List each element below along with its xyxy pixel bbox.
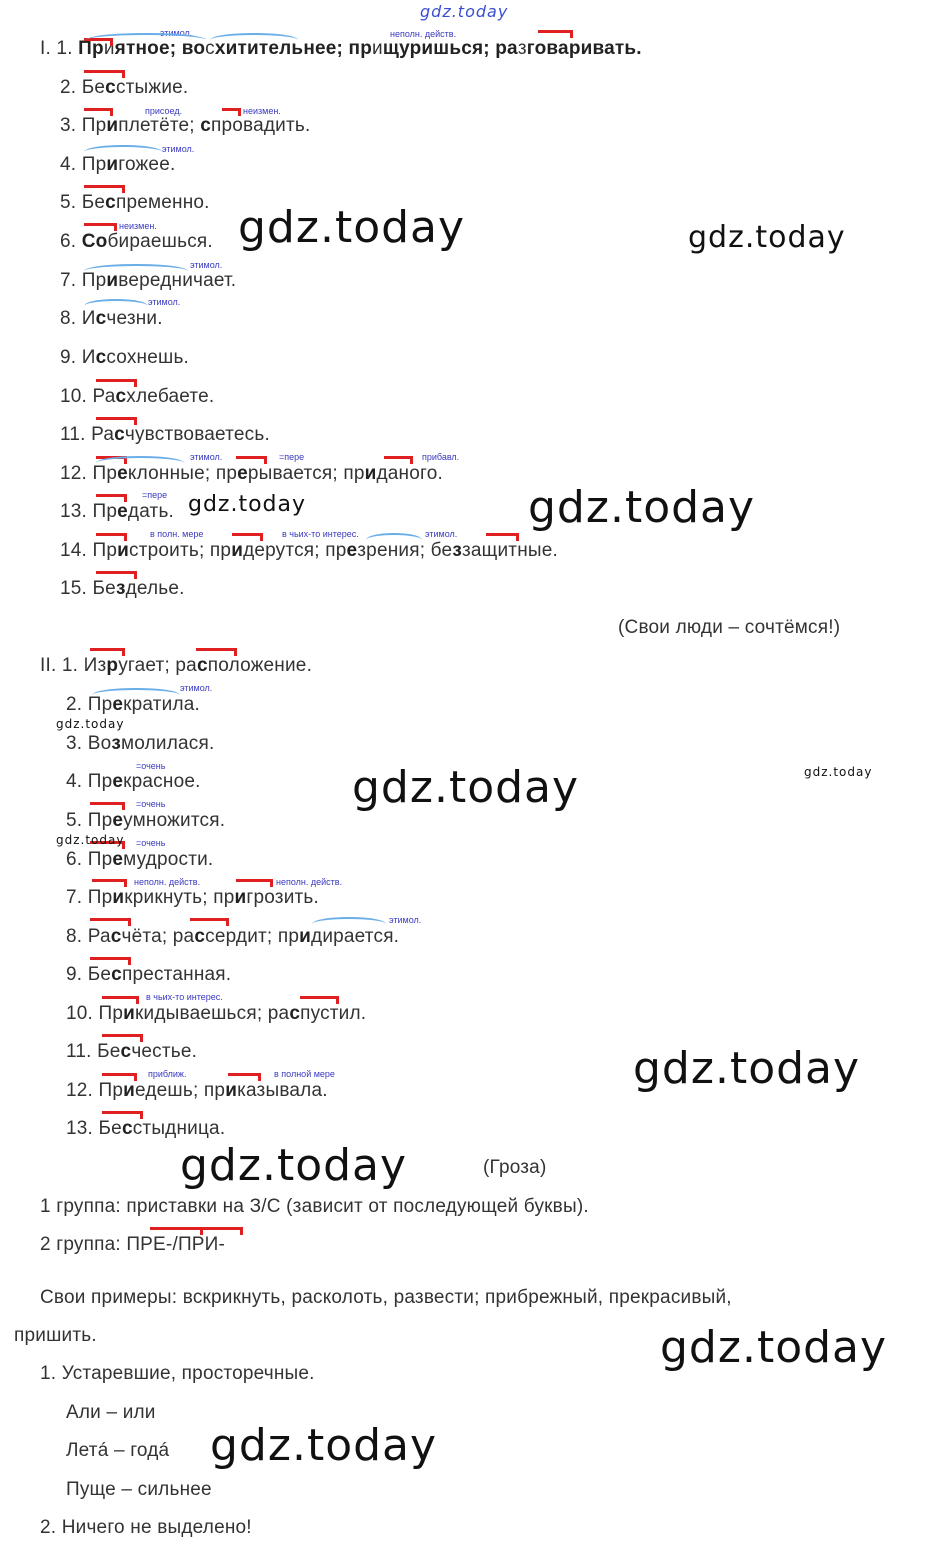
text-part: 13. Бе <box>66 1118 122 1139</box>
annotation-label: этимол. <box>389 915 422 925</box>
prefix-bracket <box>84 108 113 116</box>
text-part: красное. <box>123 771 201 792</box>
text-part: 6. Пр <box>66 849 113 870</box>
text-part: бираешься. <box>107 231 213 252</box>
highlighted-letter: с <box>105 192 116 213</box>
text-part: стыжие. <box>115 77 189 98</box>
text-part: кратила. <box>123 694 201 715</box>
highlighted-letter: с <box>95 308 107 329</box>
watermark-top: gdz.today <box>420 2 509 21</box>
highlighted-letter: и <box>299 926 312 947</box>
text-part: грозить. <box>246 887 320 908</box>
text-part: гожее. <box>118 154 176 175</box>
prefix-bracket <box>236 879 273 887</box>
text-part: и <box>372 38 383 59</box>
highlighted-letter: и <box>123 1080 136 1101</box>
text-part: защитные. <box>461 540 558 561</box>
text-part: угает; ра <box>118 655 197 676</box>
root-arc <box>86 33 206 47</box>
text-part: I. 1. <box>40 38 79 59</box>
highlighted-letter: е <box>112 849 124 870</box>
text-part: рывается; пр <box>247 463 365 484</box>
text-part: казывала. <box>237 1080 328 1101</box>
prefix-bracket <box>84 185 125 193</box>
text-part: положение. <box>207 655 313 676</box>
prefix-bracket <box>96 379 137 387</box>
prefix-bracket <box>190 918 229 926</box>
annotation-label: неполн. действ. <box>276 877 343 887</box>
text-part: и <box>103 38 115 59</box>
prefix-bracket <box>236 456 267 464</box>
highlighted-letter: и <box>234 887 247 908</box>
text-part: клонные; пр <box>127 463 238 484</box>
annotation-label: =очень <box>136 761 166 771</box>
prefix-bracket <box>222 108 241 116</box>
annotation-label: =пере <box>279 452 305 462</box>
text-line <box>40 655 312 677</box>
annotation-label: =пере <box>142 490 168 500</box>
text-part: II. 1. Из <box>40 655 107 676</box>
text-part: сердит; пр <box>205 926 300 947</box>
prefix-bracket <box>538 30 573 38</box>
annotation-label: неполн. действ. <box>390 29 457 39</box>
text-part: Пуще – сильнее <box>66 1479 212 1500</box>
prefix-bracket <box>232 533 263 541</box>
text-line <box>40 1287 916 1309</box>
text-part: 1 группа: приставки на З/С (зависит от последующей буквы). <box>40 1196 589 1217</box>
watermark: gdz.today <box>528 482 756 533</box>
text-part: провадить. <box>211 115 311 136</box>
highlighted-letter: ятное; во <box>114 38 206 59</box>
annotation-label: этимол. <box>425 529 458 539</box>
highlighted-letter: и <box>117 540 130 561</box>
text-part: с <box>205 38 215 59</box>
highlighted-letter: с <box>110 926 122 947</box>
text-line <box>60 77 188 99</box>
watermark: gdz.today <box>56 833 125 847</box>
prefix-bracket <box>84 223 117 231</box>
prefix-bracket <box>102 1111 143 1119</box>
text-part: 3. Пр <box>60 115 107 136</box>
text-part: (Гроза) <box>483 1157 547 1178</box>
text-part: кидываешься; ра <box>135 1003 290 1024</box>
highlighted-letter: говаривать. <box>526 38 642 59</box>
annotation-label: неполн. действ. <box>134 877 201 887</box>
text-part: хлебаете. <box>126 386 215 407</box>
highlighted-letter: с <box>95 347 107 368</box>
highlighted-letter: и <box>231 540 244 561</box>
text-part: даного. <box>376 463 443 484</box>
text-part: 6. <box>60 231 82 252</box>
watermark: gdz.today <box>688 220 846 255</box>
prefix-bracket <box>486 533 519 541</box>
text-part: молилася. <box>121 733 215 754</box>
highlighted-letter: з <box>115 578 126 599</box>
watermark: gdz.today <box>180 1140 408 1191</box>
text-part: мудрости. <box>123 849 214 870</box>
annotation-label: этимол. <box>190 260 223 270</box>
annotation-label: неизмен. <box>119 221 157 231</box>
highlighted-letter: е <box>117 463 128 484</box>
text-part: 1. Устаревшие, просторечные. <box>40 1363 315 1384</box>
highlighted-letter: Пр <box>78 38 104 59</box>
text-line <box>66 810 225 832</box>
highlighted-letter: с <box>200 115 212 136</box>
text-line <box>60 231 213 253</box>
annotation-label: в полн. мере <box>150 529 204 539</box>
text-part: 11. Ра <box>60 424 115 445</box>
highlighted-letter: с <box>120 1041 132 1062</box>
watermark: gdz.today <box>210 1420 438 1471</box>
highlighted-letter: с <box>111 964 122 985</box>
watermark: gdz.today <box>352 762 580 813</box>
text-line <box>66 1440 169 1462</box>
text-line <box>66 1041 197 1063</box>
text-part: пустил. <box>300 1003 367 1024</box>
annotation-label: приближ. <box>148 1069 187 1079</box>
prefix-bracket <box>102 996 139 1004</box>
text-part: з <box>517 38 527 59</box>
prefix-bracket <box>102 1034 143 1042</box>
text-part: 8. Ра <box>66 926 111 947</box>
watermark: gdz.today <box>56 717 125 731</box>
highlighted-letter: е <box>112 771 124 792</box>
highlighted-letter: с <box>105 77 116 98</box>
root-arc <box>84 264 188 278</box>
annotation-label: =очень <box>136 799 166 809</box>
annotation-label: этимол. <box>190 452 223 462</box>
highlighted-letter: и <box>225 1080 238 1101</box>
text-line <box>60 347 189 369</box>
root-arc <box>210 33 298 47</box>
watermark: gdz.today <box>633 1043 861 1094</box>
text-part: 13. Пр <box>60 501 118 522</box>
text-part: 9. Бе <box>66 964 112 985</box>
annotation-label: в чьих-то интерес. <box>146 992 223 1002</box>
text-part: 3. Во <box>66 733 112 754</box>
text-part: честье. <box>131 1041 198 1062</box>
prefix-bracket <box>96 571 137 579</box>
text-part: 14. Пр <box>60 540 118 561</box>
annotation-label: =очень <box>136 838 166 848</box>
prefix-bracket <box>102 1073 137 1081</box>
text-part: сохнешь. <box>106 347 190 368</box>
root-arc <box>92 688 180 702</box>
highlighted-letter: з <box>111 733 122 754</box>
highlighted-letter: и <box>123 1003 136 1024</box>
text-part: умножится. <box>123 810 226 831</box>
text-part: плетёте; <box>118 115 201 136</box>
prefix-bracket <box>96 494 127 502</box>
highlighted-letter: е <box>112 810 124 831</box>
text-line <box>40 1196 589 1218</box>
text-part: 2. Пр <box>66 694 113 715</box>
text-line <box>14 1325 97 1347</box>
text-line <box>60 192 210 214</box>
prefix-bracket <box>96 417 137 425</box>
text-part: 8. И <box>60 308 96 329</box>
text-part: чувствоваетесь. <box>124 424 270 445</box>
text-line <box>66 1080 328 1102</box>
highlighted-letter: е <box>112 694 124 715</box>
text-part: Свои примеры: вскрикнуть, расколоть, развести; прибрежный, прекрасивый, <box>40 1287 732 1308</box>
highlighted-letter: хитительнее; пр <box>214 38 373 59</box>
text-line <box>66 733 214 755</box>
text-part: 2. Бе <box>60 77 106 98</box>
text-part: пременно. <box>115 192 210 213</box>
text-part: 12. Пр <box>66 1080 124 1101</box>
text-line <box>60 424 270 446</box>
highlighted-letter: с <box>289 1003 301 1024</box>
annotation-label: прибавл. <box>422 452 460 462</box>
highlighted-letter: с <box>114 424 125 445</box>
annotation-label: неизмен. <box>243 106 281 116</box>
highlighted-letter: е <box>117 501 128 522</box>
text-line <box>60 540 558 562</box>
text-part: 5. Бе <box>60 192 106 213</box>
text-part: престанная. <box>121 964 232 985</box>
text-part: делье. <box>125 578 185 599</box>
text-line <box>618 617 840 639</box>
text-part: дать. <box>127 501 175 522</box>
prefix-bracket <box>90 648 125 656</box>
text-part: 7. Пр <box>66 887 113 908</box>
text-part: Летá – годá <box>66 1440 170 1461</box>
text-part: чезни. <box>106 308 163 329</box>
highlighted-letter: и <box>112 887 125 908</box>
text-line <box>66 849 213 871</box>
text-part: пришить. <box>14 1325 97 1346</box>
prefix-bracket <box>90 802 125 810</box>
text-part: (Свои люди – сочтёмся!) <box>618 617 841 638</box>
text-line <box>66 771 201 793</box>
prefix-bracket <box>150 1227 203 1235</box>
text-part: стыдница. <box>132 1118 226 1139</box>
root-arc <box>366 533 422 547</box>
highlighted-letter: и <box>106 270 119 291</box>
text-part: 11. Бе <box>66 1041 121 1062</box>
text-line <box>40 1363 315 1385</box>
highlighted-letter: з <box>452 540 462 561</box>
annotation-label: этимол. <box>180 683 213 693</box>
text-line <box>60 386 214 408</box>
text-part: 7. Пр <box>60 270 107 291</box>
root-arc <box>312 917 386 931</box>
root-arc <box>84 145 162 159</box>
annotation-label: в чьих-то интерес. <box>282 529 359 539</box>
prefix-bracket <box>84 70 125 78</box>
highlighted-letter: с <box>115 386 127 407</box>
annotation-label: присоед. <box>145 106 183 116</box>
text-part: 10. Пр <box>66 1003 124 1024</box>
text-part: дирается. <box>311 926 400 947</box>
root-arc <box>84 299 148 313</box>
text-line <box>483 1157 546 1179</box>
text-line <box>66 1118 225 1140</box>
annotation-label: этимол. <box>160 28 193 38</box>
text-part: Али – или <box>66 1402 156 1423</box>
text-line <box>60 578 185 600</box>
watermark: gdz.today <box>188 492 307 517</box>
highlighted-letter: и <box>106 115 119 136</box>
highlighted-letter: с <box>121 1118 133 1139</box>
text-part: 9. И <box>60 347 96 368</box>
text-line <box>66 1003 366 1025</box>
text-line <box>40 1234 225 1256</box>
prefix-bracket <box>96 533 127 541</box>
text-part: 2. Ничего не выделено! <box>40 1517 252 1538</box>
watermark: gdz.today <box>660 1322 888 1373</box>
text-line <box>60 501 174 523</box>
highlighted-letter: р <box>106 655 119 676</box>
highlighted-letter: е <box>237 463 248 484</box>
prefix-bracket <box>384 456 413 464</box>
text-part: вередничает. <box>118 270 237 291</box>
text-part: крикнуть; пр <box>124 887 235 908</box>
text-part: 5. Пр <box>66 810 113 831</box>
root-arc <box>96 456 184 470</box>
text-line <box>66 964 231 986</box>
text-part: 4. Пр <box>60 154 107 175</box>
highlighted-letter: и <box>364 463 377 484</box>
highlighted-letter: Со <box>81 231 108 252</box>
text-line <box>40 1517 252 1539</box>
watermark: gdz.today <box>804 765 873 779</box>
highlighted-letter: и <box>106 154 119 175</box>
prefix-bracket <box>196 648 237 656</box>
text-part: едешь; пр <box>135 1080 226 1101</box>
prefix-bracket <box>300 996 339 1004</box>
prefix-bracket <box>90 957 131 965</box>
text-part: 15. Бе <box>60 578 116 599</box>
highlighted-letter: с <box>194 926 206 947</box>
text-line <box>66 1402 156 1424</box>
highlighted-letter: е <box>346 540 358 561</box>
prefix-bracket <box>92 879 127 887</box>
text-part: 10. Ра <box>60 386 116 407</box>
text-part: строить; пр <box>129 540 232 561</box>
highlighted-letter: с <box>196 655 208 676</box>
text-part: 12. Пр <box>60 463 118 484</box>
text-part: 4. Пр <box>66 771 113 792</box>
text-part: 2 группа: ПРЕ-/ПРИ- <box>40 1234 226 1255</box>
annotation-label: этимол. <box>148 297 181 307</box>
text-line <box>66 887 319 909</box>
text-part: чёта; ра <box>121 926 195 947</box>
annotation-label: этимол. <box>162 144 195 154</box>
annotation-label: в полной мере <box>274 1069 335 1079</box>
prefix-bracket <box>198 1227 243 1235</box>
text-part: зрения; бе <box>357 540 453 561</box>
prefix-bracket <box>90 918 131 926</box>
text-part: дерутся; пр <box>243 540 347 561</box>
text-line <box>60 115 310 137</box>
highlighted-letter: щуришься; ра <box>382 38 518 59</box>
watermark: gdz.today <box>238 202 466 253</box>
prefix-bracket <box>228 1073 261 1081</box>
text-line <box>66 1479 212 1501</box>
